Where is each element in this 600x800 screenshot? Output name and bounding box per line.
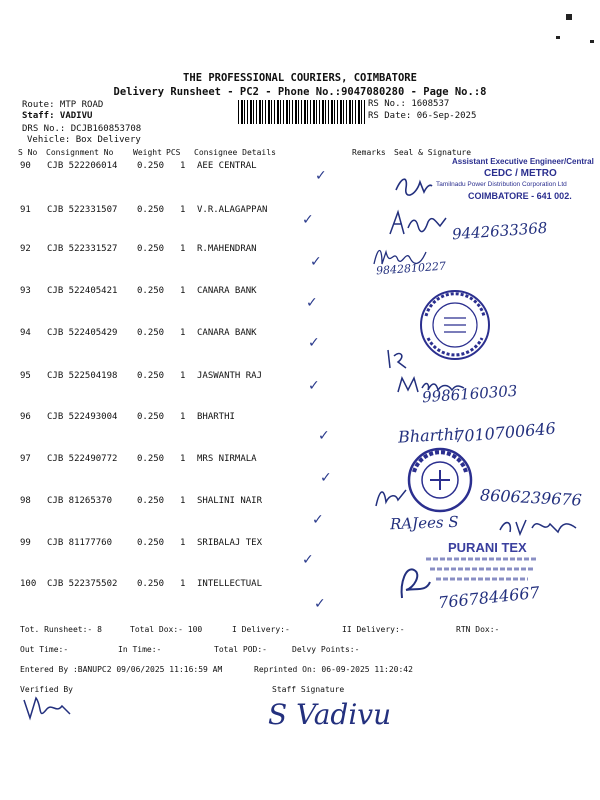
row-consignee: BHARTHI xyxy=(197,412,235,422)
company-name: THE PROFESSIONAL COURIERS, COIMBATORE xyxy=(183,72,417,84)
table-row xyxy=(0,286,600,306)
row-pcs: 1 xyxy=(180,412,186,422)
ii-delivery: II Delivery:- xyxy=(342,625,405,634)
row-sno: 95 xyxy=(20,371,31,381)
rtn-dox: RTN Dox:- xyxy=(456,625,500,634)
aee-stamp-unit: CEDC / METRO xyxy=(484,168,557,179)
table-row xyxy=(0,244,600,264)
row-pcs: 1 xyxy=(180,538,186,548)
col-sno: S No xyxy=(18,148,38,157)
signature-100 xyxy=(396,562,436,606)
row-weight: 0.250 xyxy=(137,161,165,171)
phone-96: 7010700646 xyxy=(453,418,557,447)
row-weight: 0.250 xyxy=(137,244,165,254)
row-pcs: 1 xyxy=(180,161,186,171)
col-consignee: Consignee Details xyxy=(194,148,276,157)
tot-runsheet: Tot. Runsheet:- 8 xyxy=(20,625,102,634)
verified-signature xyxy=(22,694,74,728)
row-pcs: 1 xyxy=(180,579,186,589)
verified-by: Verified By xyxy=(20,685,73,694)
i-delivery: I Delivery:- xyxy=(232,625,290,634)
row-consignment-no: CJB 522206014 xyxy=(47,161,118,171)
table-row xyxy=(0,328,600,348)
staff-signature: S Vadivu xyxy=(268,698,392,731)
runsheet-title: Delivery Runsheet - PC2 - Phone No.:9047080280 - Page No.:8 xyxy=(113,86,487,98)
rs-no: RS No.: 1608537 xyxy=(368,99,450,109)
row-pcs: 1 xyxy=(180,454,186,464)
out-time: Out Time:- xyxy=(20,645,69,654)
texyarn-seal xyxy=(406,446,474,518)
signature-97 xyxy=(372,484,408,514)
row-pcs: 1 xyxy=(180,244,186,254)
corner-mark xyxy=(566,14,572,20)
signature-91 xyxy=(388,208,448,242)
row-pcs: 1 xyxy=(180,286,186,296)
row-consignee: AEE CENTRAL xyxy=(197,161,257,171)
col-consignment: Consignment No xyxy=(46,148,114,157)
corner-mark xyxy=(556,36,560,39)
row-consignee: CANARA BANK xyxy=(197,328,257,338)
col-remarks: Remarks xyxy=(352,148,386,157)
aee-stamp-city: COIMBATORE - 641 002. xyxy=(468,191,572,201)
tick-mark: ✓ xyxy=(315,168,327,184)
corner-mark xyxy=(590,40,594,43)
row-sno: 90 xyxy=(20,161,31,171)
tick-mark: ✓ xyxy=(312,512,324,528)
row-sno: 93 xyxy=(20,286,31,296)
delvy-points: Delvy Points:- xyxy=(292,645,360,654)
tick-mark: ✓ xyxy=(308,335,320,351)
col-weight: Weight xyxy=(133,148,162,157)
row-weight: 0.250 xyxy=(137,579,165,589)
row-sno: 91 xyxy=(20,205,31,215)
reprinted-on: Reprinted On: 06-09-2025 11:20:42 xyxy=(254,665,413,674)
row-weight: 0.250 xyxy=(137,328,165,338)
drs-no: DRS No.: DCJB160853708 xyxy=(22,124,142,134)
aee-stamp-corp: Tamilnadu Power Distribution Corporation Ltd xyxy=(436,181,567,188)
canara-bank-seal xyxy=(418,288,492,366)
row-consignee: MRS NIRMALA xyxy=(197,454,257,464)
aee-stamp-title: Assistant Executive Engineer/Central xyxy=(452,157,594,166)
row-pcs: 1 xyxy=(180,371,186,381)
row-consignee: SRIBALAJ TEX xyxy=(197,538,263,548)
row-consignment-no: CJB 81265370 xyxy=(47,496,113,506)
row-sno: 94 xyxy=(20,328,31,338)
row-weight: 0.250 xyxy=(137,538,165,548)
row-weight: 0.250 xyxy=(137,286,165,296)
total-pod: Total POD:- xyxy=(214,645,267,654)
row-sno: 99 xyxy=(20,538,31,548)
row-pcs: 1 xyxy=(180,496,186,506)
phone-100: 7667844667 xyxy=(437,582,541,613)
row-weight: 0.250 xyxy=(137,371,165,381)
row-sno: 98 xyxy=(20,496,31,506)
tick-mark: ✓ xyxy=(302,552,314,568)
row-consignee: R.MAHENDRAN xyxy=(197,244,257,254)
row-weight: 0.250 xyxy=(137,205,165,215)
rs-date: RS Date: 06-Sep-2025 xyxy=(368,111,477,121)
row-consignment-no: CJB 522490772 xyxy=(47,454,118,464)
row-pcs: 1 xyxy=(180,328,186,338)
row-consignment-no: CJB 522375502 xyxy=(47,579,118,589)
row-consignment-no: CJB 522331527 xyxy=(47,244,118,254)
row-weight: 0.250 xyxy=(137,454,165,464)
row-consignment-no: CJB 522331507 xyxy=(47,205,118,215)
purani-tex-stamp: PURANI TEX xyxy=(448,540,527,555)
row-sno: 97 xyxy=(20,454,31,464)
entered-by: Entered By :BANUPC2 09/06/2025 11:16:59 AM xyxy=(20,665,223,674)
row-consignee: SHALINI NAIR xyxy=(197,496,263,506)
row-consignee: INTELLECTUAL xyxy=(197,579,263,589)
row-consignee: JASWANTH RAJ xyxy=(197,371,263,381)
row-weight: 0.250 xyxy=(137,496,165,506)
tick-mark: ✓ xyxy=(310,254,322,270)
tick-mark: ✓ xyxy=(318,428,330,444)
row-consignee: CANARA BANK xyxy=(197,286,257,296)
rajees-signature: RAJees S xyxy=(389,512,459,534)
row-consignment-no: CJB 522493004 xyxy=(47,412,118,422)
table-row xyxy=(0,454,600,474)
staff: Staff: VADIVU xyxy=(22,111,93,121)
barcode xyxy=(238,100,366,124)
bharthi-signature: Bharthi xyxy=(397,424,460,447)
tick-mark: ✓ xyxy=(320,470,332,486)
phone-91: 9442633368 xyxy=(451,218,548,244)
vehicle: Vehicle: Box Delivery xyxy=(27,135,141,145)
row-consignment-no: CJB 522405429 xyxy=(47,328,118,338)
col-pcs: PCS xyxy=(166,148,181,157)
staff-signature-label: Staff Signature xyxy=(272,685,345,694)
phone-95: 9986160303 xyxy=(421,381,518,407)
row-sno: 96 xyxy=(20,412,31,422)
row-pcs: 1 xyxy=(180,205,186,215)
tick-mark: ✓ xyxy=(306,295,318,311)
row-consignment-no: CJB 81177760 xyxy=(47,538,113,548)
signature-99 xyxy=(498,514,578,542)
tick-mark: ✓ xyxy=(314,596,326,612)
phone-98: 8606239676 xyxy=(479,485,583,510)
row-consignment-no: CJB 522405421 xyxy=(47,286,118,296)
col-seal: Seal & Signature xyxy=(394,148,472,157)
signature-90 xyxy=(394,172,434,202)
row-weight: 0.250 xyxy=(137,412,165,422)
tick-mark: ✓ xyxy=(302,212,314,228)
row-sno: 100 xyxy=(20,579,37,589)
tick-mark: ✓ xyxy=(308,378,320,394)
row-consignment-no: CJB 522504198 xyxy=(47,371,118,381)
row-sno: 92 xyxy=(20,244,31,254)
total-dox: Total Dox:- 100 xyxy=(130,625,203,634)
in-time: In Time:- xyxy=(118,645,162,654)
phone-92: 9842810227 xyxy=(375,259,447,278)
row-consignee: V.R.ALAGAPPAN xyxy=(197,205,268,215)
route: Route: MTP ROAD xyxy=(22,100,104,110)
